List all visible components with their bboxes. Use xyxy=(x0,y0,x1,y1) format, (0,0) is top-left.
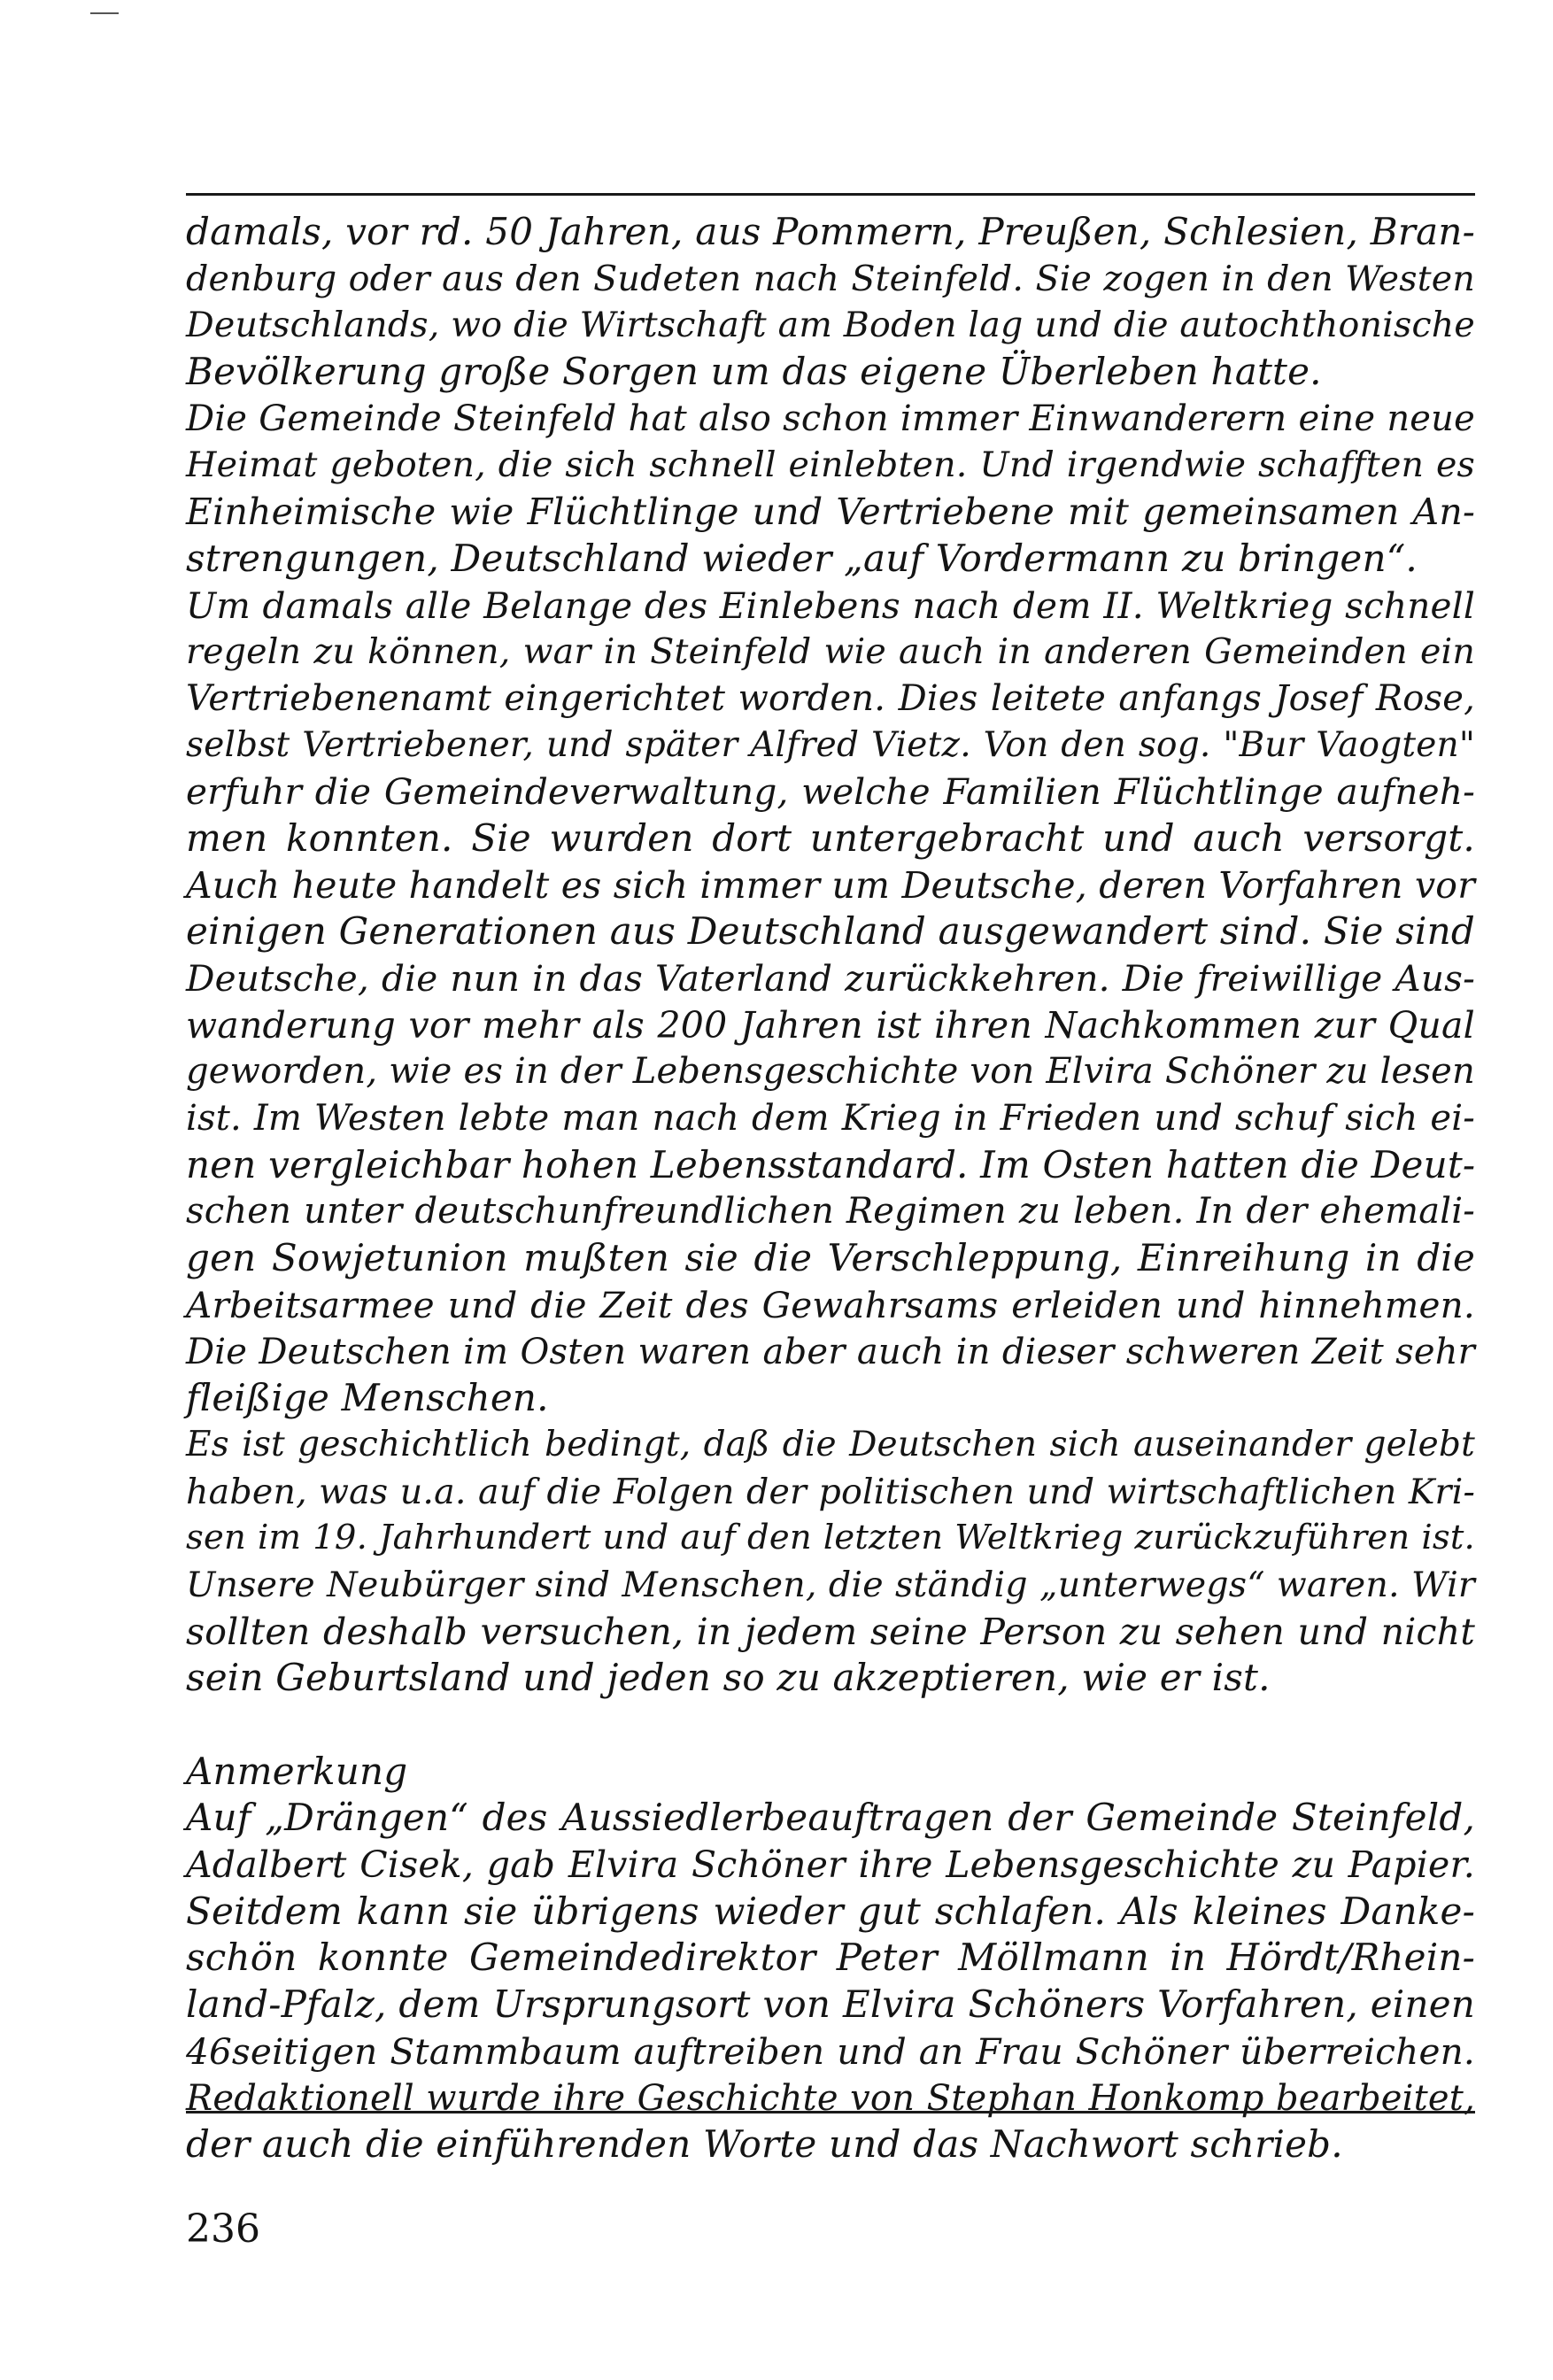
text-line: denburg oder aus den Sudeten nach Steinfeld. Sie zogen in den Westen xyxy=(186,258,1475,299)
text-line: ist. Im Westen lebte man nach dem Krieg in Frieden und schuf sich ei- xyxy=(186,1098,1475,1140)
body-text xyxy=(186,209,1475,2168)
text-line: haben, was u.a. auf die Folgen der politischen und wirtschaftlichen Kri- xyxy=(186,1471,1475,1512)
text-line: Unsere Neubürger sind Menschen, die ständig „unterwegs“ waren. Wir xyxy=(186,1564,1475,1605)
text-line: sein Geburtsland und jeden so zu akzeptieren, wie er ist. xyxy=(186,1656,1271,1700)
text-line: Die Deutschen im Osten waren aber auch in dieser schweren Zeit sehr xyxy=(186,1331,1475,1372)
text-line: Um damals alle Belange des Einlebens nach dem II. Weltkrieg schnell xyxy=(186,583,1475,627)
text-line: einigen Generationen aus Deutschland ausgewandert sind. Sie sind xyxy=(186,909,1475,954)
note-line: schön konnte Gemeindedirektor Peter Möllmann in Hördt/Rhein- xyxy=(186,1936,1475,1980)
text-line: sen im 19. Jahrhundert und auf den letzten Weltkrieg zurückzuführen ist. xyxy=(186,1518,1475,1558)
note-line: land-Pfalz, dem Ursprungsort von Elvira Schöners Vorfahren, einen xyxy=(186,1982,1475,2027)
text-line: regeln zu können, war in Steinfeld wie auch in anderen Gemeinden ein xyxy=(186,631,1475,673)
text-line: strengungen, Deutschland wieder „auf Vordermann zu bringen“. xyxy=(186,536,1418,580)
note-line: Auf „Drängen“ des Aussiedlerbeauftragen der Gemeinde Steinfeld, xyxy=(186,1796,1475,1840)
text-line: sollten deshalb versuchen, in jedem seine Person zu sehen und nicht xyxy=(186,1610,1475,1653)
text-line: wanderung vor mehr als 200 Jahren ist ihren Nachkommen zur Qual xyxy=(186,1003,1475,1047)
text-line: Einheimische wie Flüchtlinge und Vertriebene mit gemeinsamen An- xyxy=(186,491,1475,534)
text-line: Vertriebenenamt eingerichtet worden. Dies leitete anfangs Josef Rose, xyxy=(186,677,1475,719)
text-line: Die Gemeinde Steinfeld hat also schon immer Einwanderern eine neue xyxy=(186,398,1475,439)
text-line: Bevölkerung große Sorgen um das eigene Überleben hatte. xyxy=(186,350,1322,394)
top-rule xyxy=(186,193,1475,196)
text-line: Heimat geboten, die sich schnell einlebten. Und irgendwie schafften es xyxy=(186,444,1475,486)
text-line: fleißige Menschen. xyxy=(186,1376,549,1420)
text-line: Deutsche, die nun in das Vaterland zurückkehren. Die freiwillige Aus- xyxy=(186,957,1475,1000)
note-line: 46seitigen Stammbaum auftreiben und an Frau Schöner überreichen. xyxy=(186,2029,1475,2073)
text-line: Deutschlands, wo die Wirtschaft am Boden lag und die autochthonische xyxy=(186,305,1476,346)
note-heading: Anmerkung xyxy=(186,1749,408,1793)
text-line: men konnten. Sie wurden dort untergebracht und auch versorgt. xyxy=(186,815,1475,860)
text-line: nen vergleichbar hohen Lebensstandard. Im Osten hatten die Deut- xyxy=(186,1142,1476,1186)
note-line: Adalbert Cisek, gab Elvira Schöner ihre Lebensgeschichte zu Papier. xyxy=(186,1843,1475,1887)
text-line: erfuhr die Gemeindeverwaltung, welche Familien Flüchtlinge aufneh- xyxy=(186,770,1475,814)
note-line: der auch die einführenden Worte und das Nachwort schrieb. xyxy=(186,2122,1343,2167)
paragraph-gap xyxy=(186,1702,1475,1749)
bottom-rule xyxy=(186,2111,1475,2113)
note-line: Redaktionell wurde ihre Geschichte von Stephan Honkomp bearbeitet, xyxy=(186,2077,1475,2119)
text-line: geworden, wie es in der Lebensgeschichte von Elvira Schöner zu lesen xyxy=(186,1051,1475,1093)
text-line: Es ist geschichtlich bedingt, daß die Deutschen sich auseinander gelebt xyxy=(186,1424,1475,1464)
text-line: schen unter deutschunfreundlichen Regimen zu leben. In der ehemali- xyxy=(186,1191,1475,1232)
text-line: damals, vor rd. 50 Jahren, aus Pommern, Preußen, Schlesien, Bran- xyxy=(186,210,1475,253)
corner-mark xyxy=(90,12,119,14)
text-line: Auch heute handelt es sich immer um Deutsche, deren Vorfahren vor xyxy=(186,863,1475,907)
text-line: Arbeitsarmee und die Zeit des Gewahrsams erleiden und hinnehmen. xyxy=(186,1283,1475,1326)
text-line: gen Sowjetunion mußten sie die Verschleppung, Einreihung in die xyxy=(186,1236,1475,1280)
text-line: selbst Vertriebener, und später Alfred Vietz. Von den sog. "Bur Vaogten" xyxy=(186,724,1475,765)
note-line: Seitdem kann sie übrigens wieder gut schlafen. Als kleines Danke- xyxy=(186,1889,1475,1933)
page-number: 236 xyxy=(186,2206,260,2252)
